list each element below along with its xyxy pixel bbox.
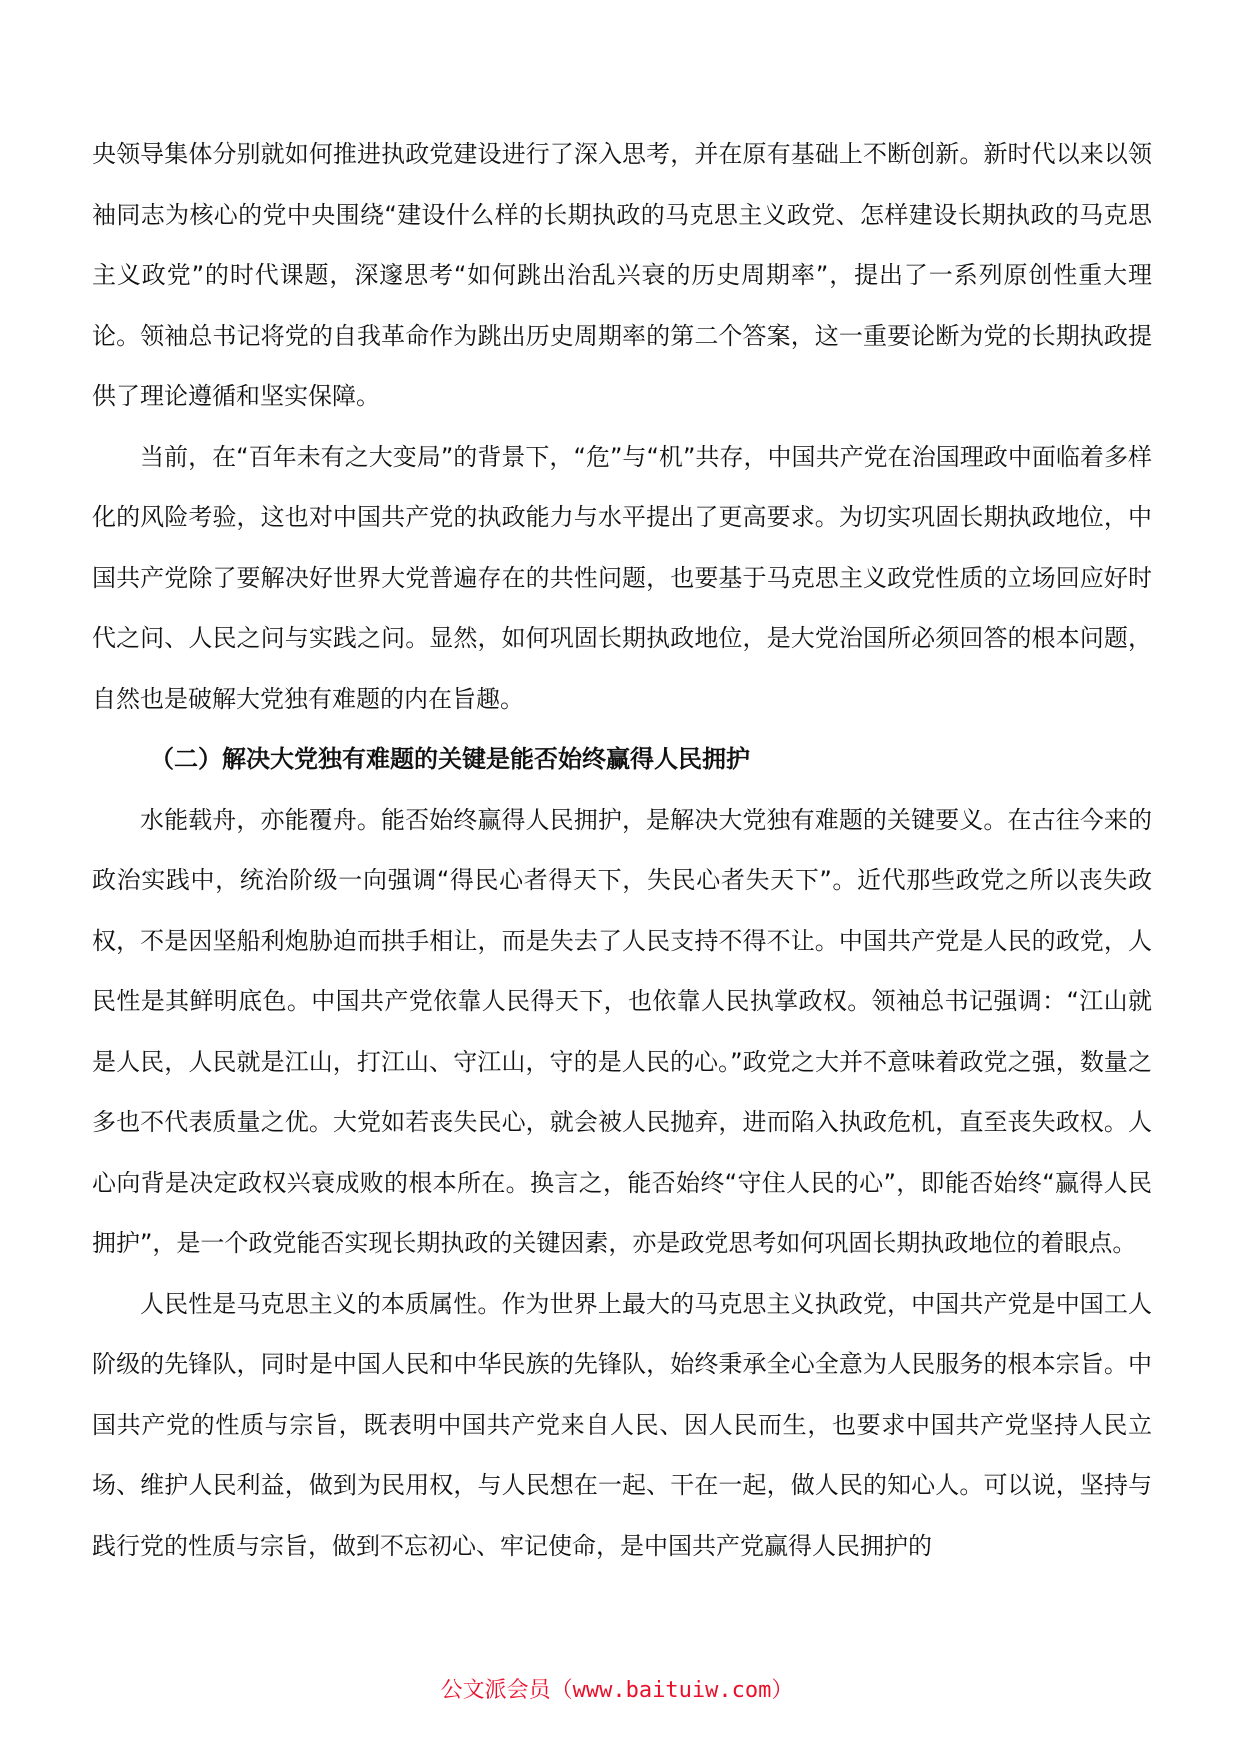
document-body <box>92 124 1152 1576</box>
footer-paren-open: （ <box>550 1678 573 1703</box>
footer-watermark <box>0 1676 1234 1706</box>
paragraph-people-support: 水能载舟，亦能覆舟。能否始终赢得人民拥护，是解决大党独有难题的关键要义。在古往今来的政治实践中，统治阶级一向强调“得民心者得天下，失民心者失天下”。近代那些政党之所以丧失政权，不是因坚船利炮胁迫而拱手相让，而是失去了人民支持不得不让。中国共产党是人民的政党，人民性是其鲜明底色。中国共产党依靠人民得天下，也依靠人民执掌政权。领袖总书记强调：“江山就是人民，人民就是江山，打江山、守江山，守的是人民的心。”政党之大并不意味着政党之强，数量之多也不代表质量之优。大党如若丧失民心，就会被人民抛弃，进而陷入执政危机，直至丧失政权。人心向背是决定政权兴衰成败的根本所在。换言之，能否始终“守住人民的心”，即能否始终“赢得人民拥护”，是一个政党能否实现长期执政的关键因素，亦是政党思考如何巩固长期执政地位的着眼点。 <box>92 805 1152 1257</box>
section-subheading: （二）解决大党独有难题的关键是能否始终赢得人民拥护 <box>150 745 750 773</box>
footer-paren-close: ） <box>771 1678 794 1703</box>
paragraph-continued: 央领导集体分别就如何推进执政党建设进行了深入思考，并在原有基础上不断创新。新时代以来以领袖同志为核心的党中央围绕“建设什么样的长期执政的马克思主义政党、怎样建设长期执政的马克思主义政党”的时代课题，深邃思考“如何跳出治乱兴衰的历史周期率”，提出了一系列原创性重大理论。领袖总书记将党的自我革命作为跳出历史周期率的第二个答案，这一重要论断为党的长期执政提供了理论遵循和坚实保障。 <box>92 140 1152 410</box>
footer-brand: 公文派会员 <box>440 1678 551 1703</box>
paragraph-people-nature: 人民性是马克思主义的本质属性。作为世界上最大的马克思主义执政党，中国共产党是中国工人阶级的先锋队，同时是中国人民和中华民族的先锋队，始终秉承全心全意为人民服务的根本宗旨。中国共产党的性质与宗旨，既表明中国共产党来自人民、因人民而生，也要求中国共产党坚持人民立场、维护人民利益，做到为民用权，与人民想在一起、干在一起，做人民的知心人。可以说，坚持与践行党的性质与宗旨，做到不忘初心、牢记使命，是中国共产党赢得人民拥护的 <box>92 1289 1152 1560</box>
paragraph-current-situation: 当前，在“百年未有之大变局”的背景下，“危”与“机”共存，中国共产党在治国理政中面临着多样化的风险考验，这也对中国共产党的执政能力与水平提出了更高要求。为切实巩固长期执政地位，中国共产党除了要解决好世界大党普遍存在的共性问题，也要基于马克思主义政党性质的立场回应好时代之问、人民之问与实践之问。显然，如何巩固长期执政地位，是大党治国所必须回答的根本问题，自然也是破解大党独有难题的内在旨趣。 <box>92 442 1152 713</box>
footer-url-link[interactable]: www.baituiw.com <box>572 1678 772 1703</box>
